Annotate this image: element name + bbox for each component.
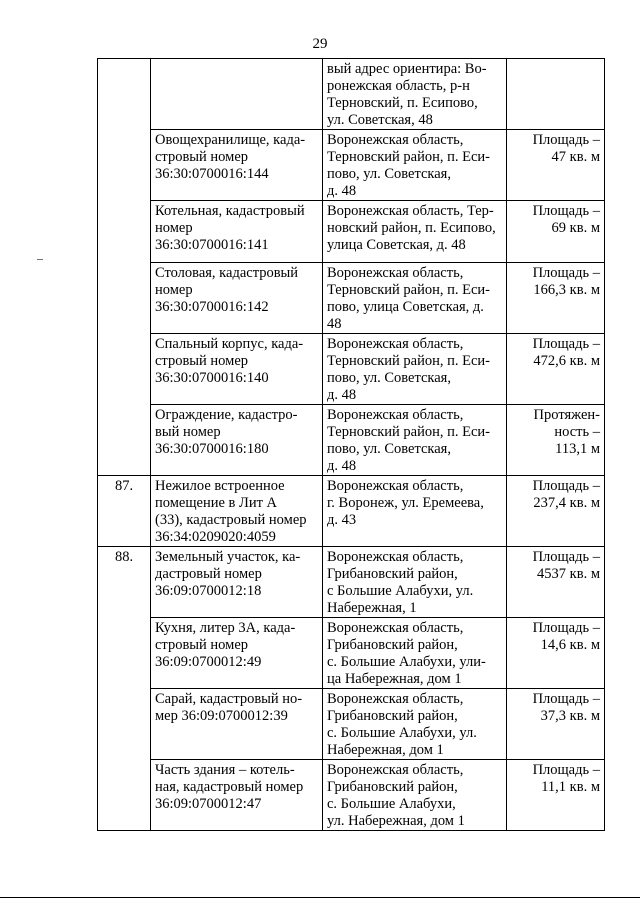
object-name-line: помещение в Лит А [155, 495, 278, 511]
address-cell [323, 201, 507, 263]
area-line: 47 кв. м [551, 149, 600, 165]
object-name-line: Спальный корпус, када- [155, 336, 304, 352]
area-cell [507, 263, 605, 334]
area-line: Площадь – [532, 549, 600, 565]
address-cell [323, 476, 507, 547]
object-name-cell [151, 547, 323, 618]
area-cell [507, 405, 605, 476]
address-line: ул. Советская, 48 [327, 112, 433, 128]
object-name-line: Овощехранилище, када- [155, 132, 306, 148]
area-line: 69 кв. м [551, 220, 600, 236]
area-cell [507, 334, 605, 405]
object-name-line: номер [155, 220, 193, 236]
address-line: д. 48 [327, 387, 357, 403]
table-row [98, 618, 605, 689]
address-line: Терновский район, п. Еси- [327, 353, 490, 369]
object-name-line: стровый номер [155, 149, 249, 165]
object-name-line: мер 36:09:0700012:39 [155, 708, 288, 724]
area-cell [507, 476, 605, 547]
table-row [98, 334, 605, 405]
area-cell [507, 547, 605, 618]
object-name-line: дастровый номер [155, 566, 262, 582]
address-line: ронежская область, р-н [327, 78, 470, 94]
area-cell [507, 760, 605, 831]
object-name-line: номер [155, 282, 193, 298]
row-number-cell [98, 476, 151, 547]
object-name-line: 36:30:0700016:141 [155, 237, 269, 253]
page-number: 29 [312, 36, 328, 52]
object-name-cell [151, 405, 323, 476]
object-name-line: 36:30:0700016:180 [155, 441, 269, 457]
address-line: Грибановский район, [327, 779, 458, 795]
address-line: д. 48 [327, 458, 357, 474]
object-name-cell [151, 263, 323, 334]
address-line: Грибановский район, [327, 708, 458, 724]
address-line: пово, ул. Советская, [327, 370, 451, 386]
area-line: Площадь – [532, 265, 600, 281]
area-cell [507, 618, 605, 689]
area-line: Протяжен- [533, 407, 600, 423]
address-cell [323, 689, 507, 760]
address-line: Терновский район, п. Еси- [327, 424, 490, 440]
area-line: Площадь – [532, 336, 600, 352]
address-line: Воронежская область, Тер- [327, 203, 494, 219]
object-name-line: 36:30:0700016:142 [155, 299, 269, 315]
address-line: Воронежская область, [327, 762, 464, 778]
address-line: Терновский район, п. Еси- [327, 149, 490, 165]
object-name-cell [151, 760, 323, 831]
object-name-line: 36:09:0700012:49 [155, 654, 262, 670]
area-cell [507, 130, 605, 201]
area-cell [507, 689, 605, 760]
address-line: ул. Набережная, дом 1 [327, 813, 465, 829]
address-line: пово, ул. Советская, [327, 441, 451, 457]
address-cell [323, 263, 507, 334]
address-line: ца Набережная, дом 1 [327, 671, 462, 687]
object-name-cell [151, 201, 323, 263]
address-line: д. 43 [327, 512, 357, 528]
address-line: Воронежская область, [327, 336, 464, 352]
object-name-line: (33), кадастровый номер [155, 512, 307, 528]
table-row [98, 760, 605, 831]
object-name-line: 36:34:0209020:4059 [155, 529, 276, 545]
area-cell [507, 59, 605, 130]
table-row [98, 405, 605, 476]
area-line: 237,4 кв. м [533, 495, 600, 511]
object-name-line: Часть здания – котель- [155, 762, 295, 778]
object-name-cell [151, 689, 323, 760]
address-line: Воронежская область, [327, 265, 464, 281]
area-line: 113,1 м [555, 441, 600, 457]
address-line: Воронежская область, [327, 691, 464, 707]
address-line: Набережная, 1 [327, 600, 417, 616]
row-number: 87. [114, 478, 134, 494]
object-name-line: Котельная, кадастровый [155, 203, 305, 219]
object-name-line: Столовая, кадастровый [155, 265, 299, 281]
address-line: Терновский, п. Есипово, [327, 95, 478, 111]
area-line: Площадь – [532, 691, 600, 707]
bottom-rule [0, 897, 640, 898]
property-table [97, 58, 605, 831]
address-line: Грибановский район, [327, 637, 458, 653]
object-name-line: 36:09:0700012:47 [155, 796, 262, 812]
area-line: 166,3 кв. м [533, 282, 600, 298]
address-cell [323, 760, 507, 831]
area-line: Площадь – [532, 478, 600, 494]
address-cell [323, 59, 507, 130]
area-line: 11,1 кв. м [541, 779, 600, 795]
object-name-cell [151, 59, 323, 130]
area-cell [507, 201, 605, 263]
scan-speck [37, 259, 43, 260]
address-line: пово, ул. Советская, [327, 166, 451, 182]
object-name-line: Ограждение, кадастро- [155, 407, 298, 423]
row-number: 88. [114, 549, 134, 565]
address-line: с. Большие Алабухи, ули- [327, 654, 486, 670]
area-line: Площадь – [532, 762, 600, 778]
address-line: Воронежская область, [327, 549, 464, 565]
object-name-cell [151, 334, 323, 405]
table-row [98, 130, 605, 201]
object-name-line: Сарай, кадастровый но- [155, 691, 303, 707]
object-name-cell [151, 476, 323, 547]
object-name-line: стровый номер [155, 353, 249, 369]
address-line: д. 48 [327, 183, 357, 199]
object-name-line: Кухня, литер 3А, када- [155, 620, 296, 636]
address-line: Воронежская область, [327, 132, 464, 148]
object-name-line: Нежилое встроенное [155, 478, 285, 494]
row-number-cell [98, 547, 151, 831]
address-line: новский район, п. Есипово, [327, 220, 496, 236]
address-line: г. Воронеж, ул. Еремеева, [327, 495, 484, 511]
object-name-line: Земельный участок, ка- [155, 549, 301, 565]
object-name-line: 36:09:0700012:18 [155, 583, 262, 599]
area-line: 14,6 кв. м [540, 637, 600, 653]
address-cell [323, 130, 507, 201]
address-line: улица Советская, д. 48 [327, 237, 466, 253]
object-name-cell [151, 618, 323, 689]
object-name-line: ная, кадастровый номер [155, 779, 304, 795]
object-name-line: вый номер [155, 424, 221, 440]
area-line: Площадь – [532, 132, 600, 148]
table-row [98, 476, 605, 547]
address-line: с. Большие Алабухи, ул. [327, 725, 477, 741]
table-row [98, 263, 605, 334]
address-line: с Большие Алабухи, ул. [327, 583, 474, 599]
address-cell [323, 547, 507, 618]
address-line: Воронежская область, [327, 407, 464, 423]
object-name-cell [151, 130, 323, 201]
area-line: Площадь – [532, 203, 600, 219]
address-line: Воронежская область, [327, 620, 464, 636]
address-line: с. Большие Алабухи, [327, 796, 456, 812]
object-name-line: 36:30:0700016:144 [155, 166, 269, 182]
area-line: 4537 кв. м [537, 566, 600, 582]
table-row [98, 547, 605, 618]
object-name-line: 36:30:0700016:140 [155, 370, 269, 386]
address-line: Набережная, дом 1 [327, 742, 444, 758]
address-line: пово, улица Советская, д. [327, 299, 484, 315]
row-number-cell [98, 59, 151, 476]
address-cell [323, 334, 507, 405]
address-cell [323, 618, 507, 689]
address-line: Терновский район, п. Еси- [327, 282, 490, 298]
area-line: Площадь – [532, 620, 600, 636]
area-line: ность – [554, 424, 600, 440]
address-line: 48 [327, 316, 342, 332]
address-line: Грибановский район, [327, 566, 458, 582]
address-cell [323, 405, 507, 476]
object-name-line: стровый номер [155, 637, 249, 653]
table-row [98, 59, 605, 130]
table-row [98, 201, 605, 263]
address-line: Воронежская область, [327, 478, 464, 494]
area-line: 472,6 кв. м [533, 353, 600, 369]
table-row [98, 689, 605, 760]
area-line: 37,3 кв. м [540, 708, 600, 724]
address-line: вый адрес ориентира: Во- [327, 61, 487, 77]
